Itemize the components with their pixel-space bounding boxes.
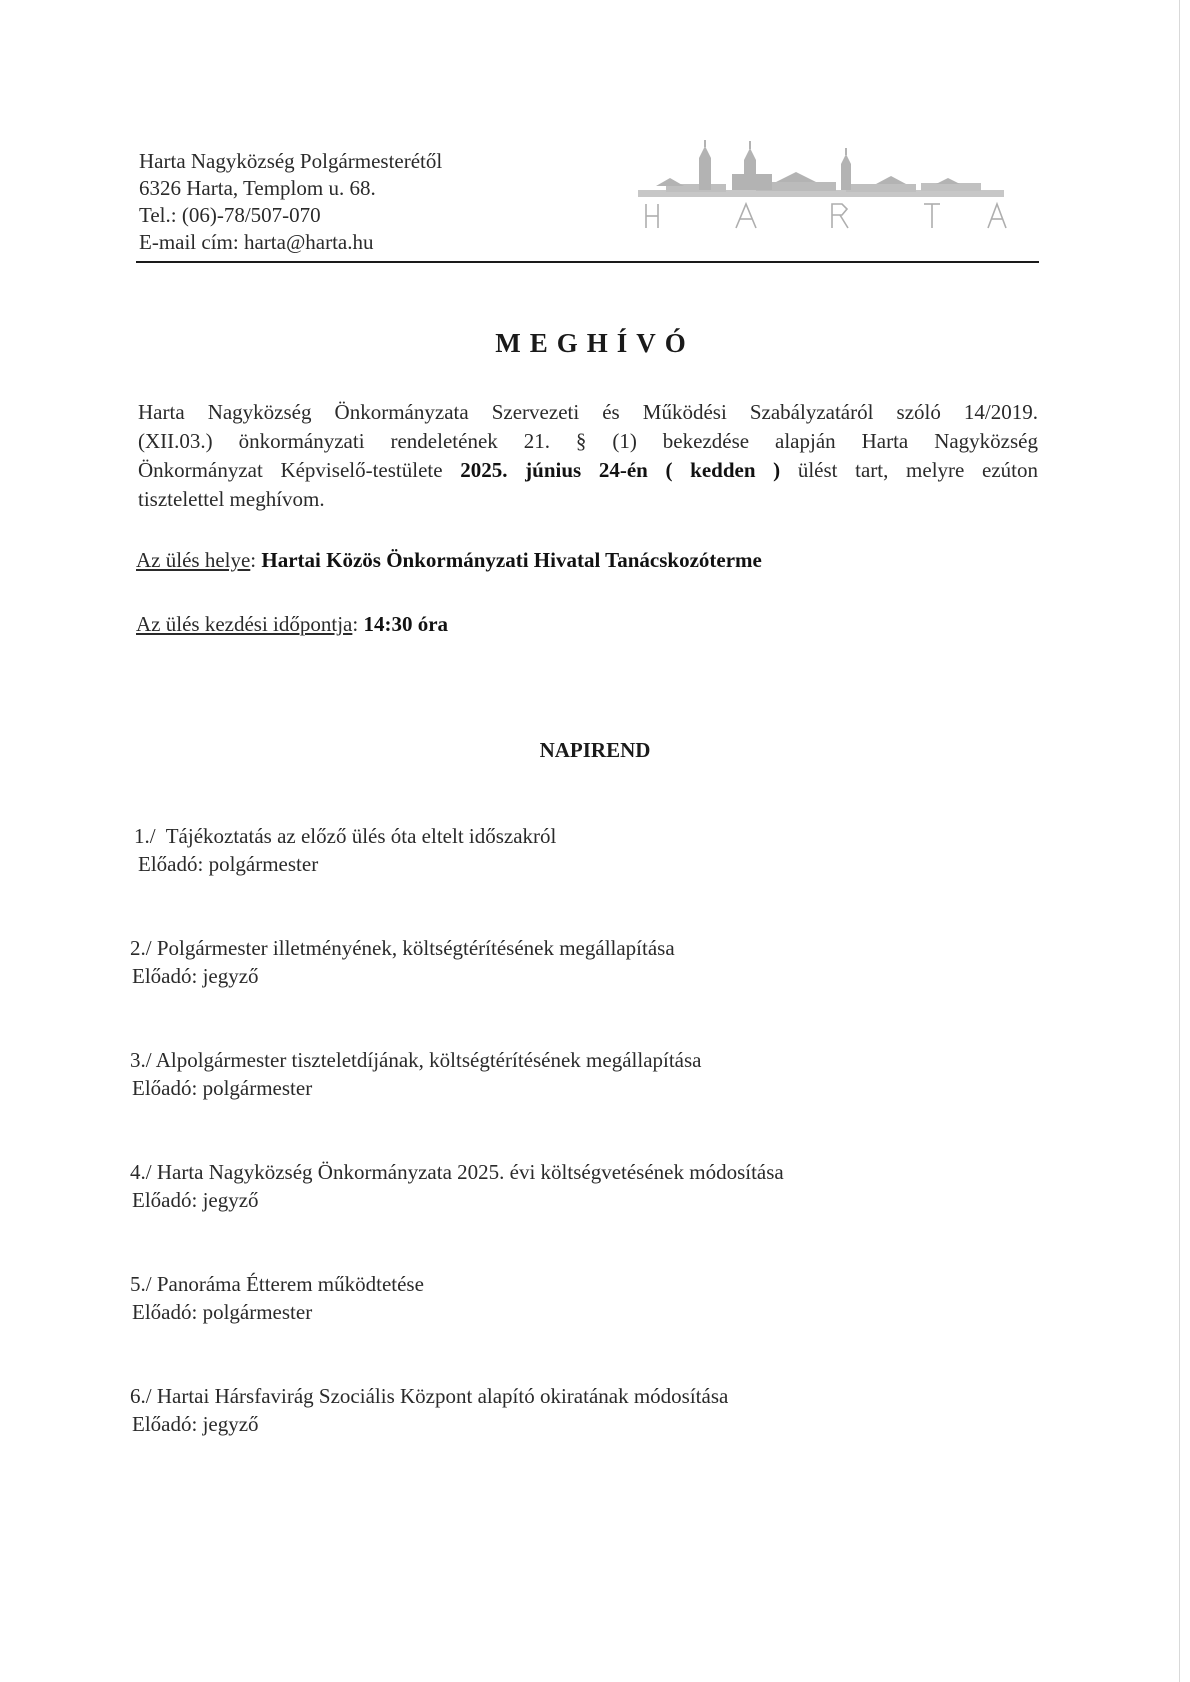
agenda-item-number: 4./	[130, 1160, 152, 1184]
agenda-item-text: Tájékoztatás az előző ülés óta eltelt időszakról	[165, 824, 557, 848]
agenda-item-text: Panoráma Étterem működtetése	[156, 1272, 424, 1296]
agenda-item-number: 1./	[134, 824, 156, 848]
intro-line-3-suffix: ülést tart, melyre ezúton	[780, 458, 1038, 482]
agenda-item-number: 6./	[130, 1384, 152, 1408]
agenda-item-presenter: Előadó: jegyző	[132, 1188, 259, 1212]
agenda-item-presenter: Előadó: jegyző	[132, 1412, 259, 1436]
agenda-item-number: 2./	[130, 936, 152, 960]
intro-paragraph	[138, 398, 1038, 514]
agenda-item	[130, 934, 675, 990]
meeting-time-label: Az ülés kezdési időpontja	[136, 612, 353, 636]
agenda-item-presenter: Előadó: polgármester	[132, 1300, 313, 1324]
agenda-item	[134, 822, 556, 878]
header-divider	[136, 261, 1039, 263]
meeting-place	[136, 548, 762, 573]
scan-edge-line	[1179, 0, 1180, 1682]
document-title: MEGHÍVÓ	[495, 328, 695, 358]
agenda-item	[130, 1158, 784, 1214]
meeting-time-value: 14:30 óra	[363, 612, 449, 636]
agenda-item-presenter: Előadó: polgármester	[132, 1076, 313, 1100]
intro-line-3	[138, 456, 1038, 485]
intro-line-3-prefix: Önkormányzat Képviselő-testülete	[138, 458, 461, 482]
sender-email: E-mail cím: harta@harta.hu	[139, 230, 374, 254]
meeting-place-label: Az ülés helye	[136, 548, 251, 572]
intro-line-2: (XII.03.) önkormányzati rendeletének 21. § (1) bekezdése alapján Harta Nagyközség	[138, 429, 1038, 453]
meeting-place-value: Hartai Közös Önkormányzati Hivatal Tanácskozóterme	[261, 548, 762, 572]
agenda-item-number: 5./	[130, 1272, 152, 1296]
agenda-item-text: Harta Nagyközség Önkormányzata 2025. évi költségvetésének módosítása	[156, 1160, 784, 1184]
harta-logo	[636, 140, 1008, 240]
agenda-item-text: Alpolgármester tiszteletdíjának, költségtérítésének megállapítása	[155, 1048, 702, 1072]
meeting-time-colon: :	[352, 612, 364, 636]
meeting-time	[136, 612, 448, 637]
town-skyline-image	[638, 140, 1004, 197]
agenda-item	[130, 1046, 702, 1102]
agenda-item-text: Polgármester illetményének, költségtérítésének megállapítása	[156, 936, 675, 960]
meeting-place-colon: :	[250, 548, 262, 572]
meeting-date: 2025. június 24-én ( kedden )	[460, 458, 781, 482]
sender-phone: Tel.: (06)-78/507-070	[139, 203, 321, 227]
agenda-item	[130, 1270, 424, 1326]
sender-name: Harta Nagyközség Polgármesterétől	[139, 149, 443, 173]
agenda-item-number: 3./	[130, 1048, 152, 1072]
intro-line-4: tisztelettel meghívom.	[138, 487, 325, 511]
sender-address: 6326 Harta, Templom u. 68.	[139, 176, 376, 200]
harta-logo-letters	[646, 204, 1006, 228]
sender-block	[139, 148, 442, 256]
agenda-title: NAPIREND	[539, 738, 651, 762]
agenda-item	[130, 1382, 728, 1438]
agenda-item-presenter: Előadó: jegyző	[132, 964, 259, 988]
intro-line-1: Harta Nagyközség Önkormányzata Szervezeti és Működési Szabályzatáról szóló 14/2019.	[138, 400, 1038, 424]
agenda-item-presenter: Előadó: polgármester	[138, 852, 319, 876]
agenda-item-text: Hartai Hársfavirág Szociális Központ alapító okiratának módosítása	[156, 1384, 729, 1408]
